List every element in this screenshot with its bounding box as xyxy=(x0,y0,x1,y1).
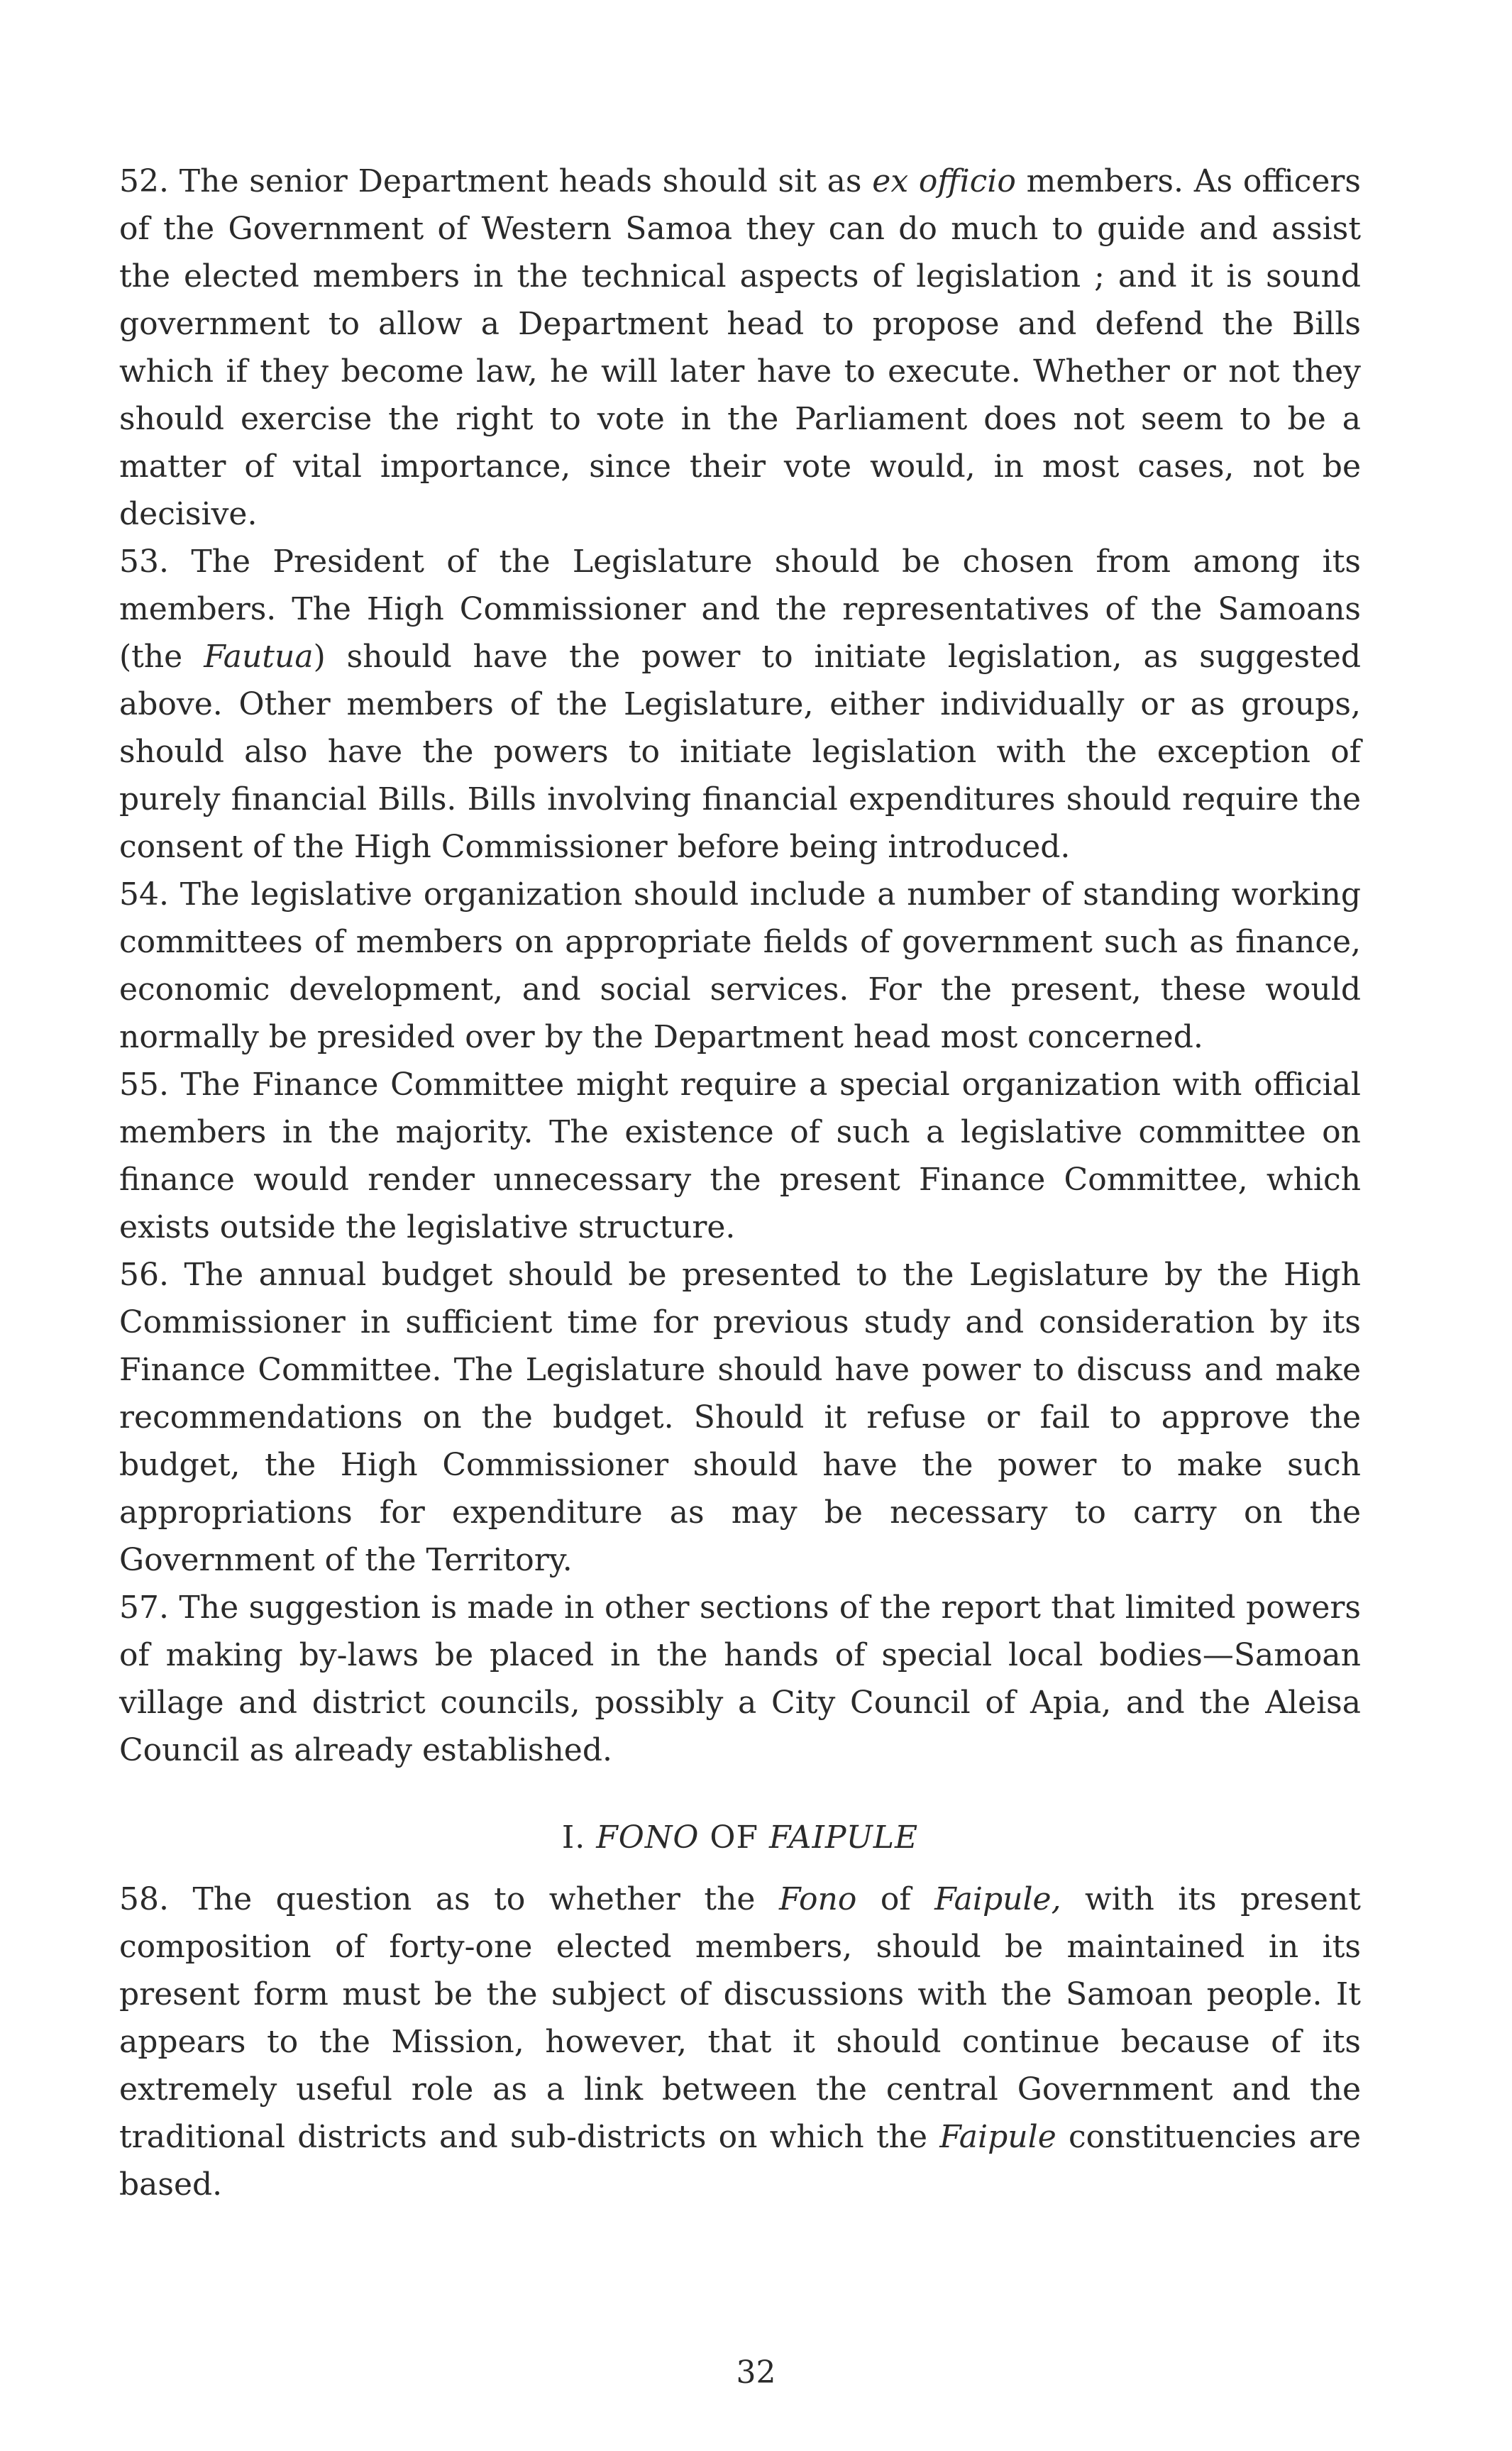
paragraph-text: The senior Department heads should sit as xyxy=(168,163,873,199)
section-heading xyxy=(119,1814,1361,1861)
paragraph-number: 57. xyxy=(119,1590,169,1626)
italic-term: Fautua xyxy=(204,639,314,675)
paragraph-58 xyxy=(119,1876,1361,2208)
paragraph-text: with its present composition of forty-one elected members, should be maintained in its present form must be the subject of discussions with the Samoan people. It appears to the Mission, however, that it should continue because of its extremely useful role as a link between the central Government and the traditional districts and sub-districts on which the xyxy=(119,1881,1361,2155)
paragraph-57 xyxy=(119,1584,1361,1774)
paragraph-number: 56. xyxy=(119,1257,169,1293)
section-heading-word: OF xyxy=(710,1819,759,1856)
paragraph-number: 54. xyxy=(119,876,169,913)
italic-term: Faipule, xyxy=(934,1881,1061,1917)
italic-term: Fono xyxy=(778,1881,857,1917)
section-letter: I. xyxy=(561,1819,586,1856)
paragraph-52 xyxy=(119,158,1361,538)
paragraph-number: 52. xyxy=(119,163,169,199)
paragraph-text: members. As officers of the Government of Western Samoa they can do much to guide and assist the elected members in the technical aspects of legislation ; and it is sound government to allow a Department head to propose and defend the Bills which if they become law, he will later have to execute. Whether or not they should exercise the right to vote in the Parliament does not seem to be a matter of vital importance, since their vote would, in most cases, not be decisive. xyxy=(119,163,1362,532)
italic-term: Faipule xyxy=(939,2119,1056,2155)
paragraph-number: 53. xyxy=(119,544,169,580)
paragraph-number: 55. xyxy=(119,1067,169,1103)
section-heading-word: FAIPULE xyxy=(769,1819,919,1856)
paragraph-text: The President of the Legislature should be chosen from among its members. The High Commissioner and the representatives of the Samoans (the xyxy=(119,544,1361,675)
document-page xyxy=(119,158,1361,2208)
page-number: 32 xyxy=(736,2354,776,2391)
paragraph-text: The annual budget should be presented to the Legislature by the High Commissioner in sufficient time for previous study and consideration by its Finance Committee. The Legislature should have power to discuss and make recommendations on the budget. Should it refuse or fail to approve the budget, the High Commissioner should have the power to make such appropriations for expenditure as may be necessary to carry on the Government of the Territory. xyxy=(119,1257,1361,1578)
paragraph-number: 58. xyxy=(119,1881,169,1917)
paragraph-55 xyxy=(119,1061,1361,1251)
paragraph-text: The suggestion is made in other sections of the report that limited powers of making by-laws be placed in the hands of special local bodies—Samoan village and district councils, possibly a City Council of Apia, and the Aleisa Council as already established. xyxy=(119,1590,1361,1768)
section-heading-word: FONO xyxy=(596,1819,700,1856)
paragraph-56 xyxy=(119,1251,1361,1584)
paragraph-text: ) should have the power to initiate legislation, as suggested above. Other members of the Legislature, either individually or as groups, should also have the powers to initiate legislation with the exception of purely financial Bills. Bills involving financial expenditures should require the consent of the High Commissioner before being introduced. xyxy=(119,639,1361,865)
italic-term: ex officio xyxy=(872,163,1016,199)
paragraph-text: The Finance Committee might require a special organization with official members in the majority. The existence of such a legislative committee on finance would render unnecessary the present Finance Committee, which exists outside the legislative structure. xyxy=(119,1067,1361,1245)
paragraph-54 xyxy=(119,871,1361,1061)
paragraph-text: The legislative organization should include a number of standing working committees of members on appropriate fields of government such as finance, economic development, and social services. For the present, these would normally be presided over by the Department head most concerned. xyxy=(119,876,1361,1055)
paragraph-text: of xyxy=(856,1881,935,1917)
paragraph-text: The question as to whether the xyxy=(168,1881,779,1917)
paragraph-text: constituencies are based. xyxy=(119,2119,1362,2203)
paragraph-53 xyxy=(119,538,1361,871)
